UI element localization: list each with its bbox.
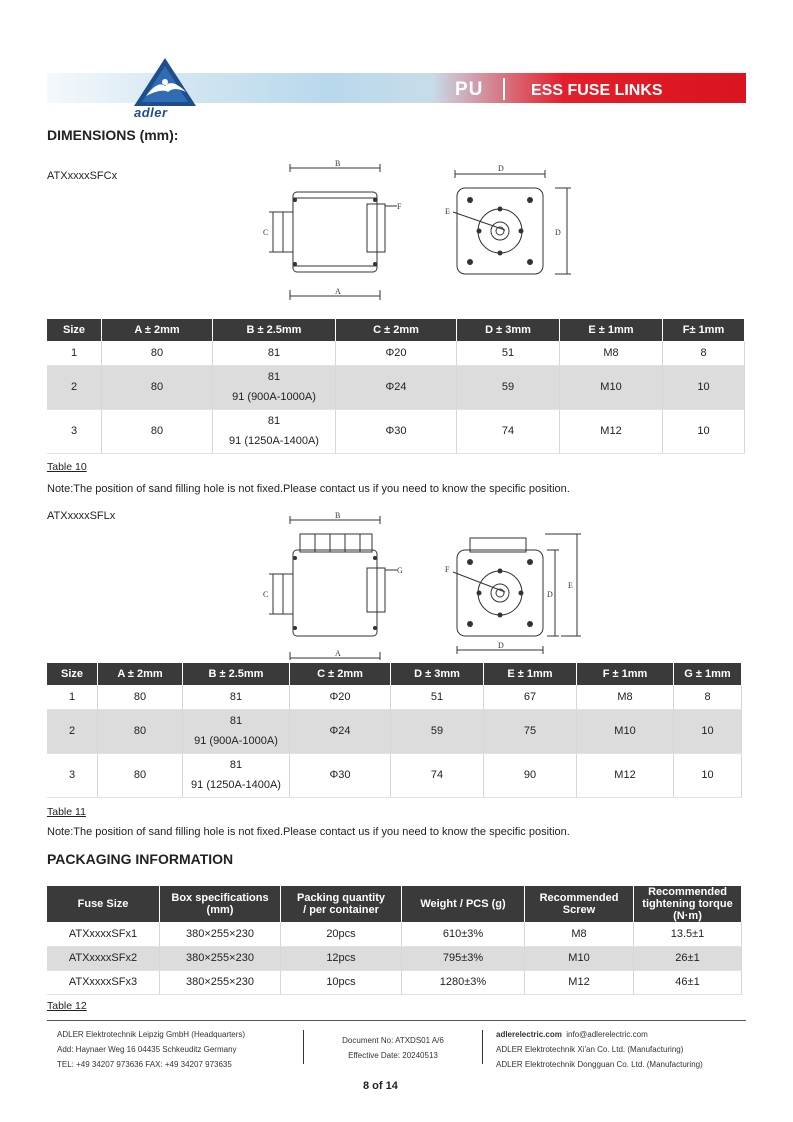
table-10-header xyxy=(47,319,745,341)
table-cell: 80 xyxy=(98,709,183,753)
table-cell: 380×255×230 xyxy=(160,946,281,970)
table-cell: 51 xyxy=(391,685,484,709)
footer-right xyxy=(496,1027,703,1072)
table-cell: Φ24 xyxy=(290,709,391,753)
table-cell: 10 xyxy=(663,365,745,409)
table-cell: 610±3% xyxy=(402,922,525,946)
table-header-cell: Fuse Size xyxy=(47,886,160,922)
dim-e: E xyxy=(568,581,573,590)
table-header-cell: Size xyxy=(47,663,98,685)
table-header-cell: E ± 1mm xyxy=(484,663,577,685)
footer-phone: TEL: +49 34207 973636 FAX: +49 34207 973635 xyxy=(57,1060,232,1069)
dim-e: E xyxy=(445,207,450,216)
header-pu: PU xyxy=(455,79,484,100)
table-header-cell: Box specifications (mm) xyxy=(160,886,281,922)
table-header-cell: Size xyxy=(47,319,102,341)
table-cell: M12 xyxy=(525,970,634,994)
table-cell: 380×255×230 xyxy=(160,970,281,994)
table-cell: 8 xyxy=(674,685,742,709)
dim-f: F xyxy=(445,565,450,574)
table-cell: 26±1 xyxy=(634,946,742,970)
table-cell: 795±3% xyxy=(402,946,525,970)
table-header-cell: Weight / PCS (g) xyxy=(402,886,525,922)
table-cell: M10 xyxy=(560,365,663,409)
table-header-cell: E ± 1mm xyxy=(560,319,663,341)
table-cell: 81 xyxy=(183,685,290,709)
table-11 xyxy=(47,663,742,798)
drawing-sfl xyxy=(255,510,585,660)
table-header-cell: C ± 2mm xyxy=(336,319,457,341)
dim-b: B xyxy=(335,511,341,520)
table-cell: M8 xyxy=(577,685,674,709)
table-cell: 3 xyxy=(47,753,98,797)
table-cell: ATXxxxxSFx3 xyxy=(47,970,160,994)
table-cell: 2 xyxy=(47,709,98,753)
table-header-cell: Recommended tightening torque (N·m) xyxy=(634,886,742,922)
table-cell: 1 xyxy=(47,341,102,365)
table-cell: M8 xyxy=(560,341,663,365)
dim-b: B xyxy=(335,160,341,168)
footer-left xyxy=(57,1027,245,1072)
table-cell: 3 xyxy=(47,409,102,453)
dim-f: F xyxy=(397,202,402,211)
table-cell: 10 xyxy=(663,409,745,453)
table-cell: M10 xyxy=(577,709,674,753)
table-cell: 90 xyxy=(484,753,577,797)
table-cell: ATXxxxxSFx2 xyxy=(47,946,160,970)
note-1: Note:The position of sand filling hole is not fixed.Please contact us if you need to know the specific position. xyxy=(47,483,570,495)
table-row xyxy=(47,409,745,453)
brand-wordmark: adler xyxy=(134,105,168,120)
table-12-header xyxy=(47,886,742,922)
caption-table-10: Table 10 xyxy=(47,461,87,473)
table-cell: M8 xyxy=(525,922,634,946)
footer-address: Add: Haynaer Weg 16 04435 Schkeuditz Germany xyxy=(57,1045,237,1054)
footer-mail[interactable]: info@adlerelectric.com xyxy=(566,1030,648,1039)
table-cell: 80 xyxy=(102,341,213,365)
table-cell: 75 xyxy=(484,709,577,753)
table-12 xyxy=(47,886,742,995)
table-cell: M10 xyxy=(525,946,634,970)
table-11-header xyxy=(47,663,742,685)
table-header-cell: D ± 3mm xyxy=(391,663,484,685)
header-title: ESS FUSE LINKS xyxy=(531,82,663,99)
packaging-title: PACKAGING INFORMATION xyxy=(47,851,234,867)
table-cell: 51 xyxy=(457,341,560,365)
table-cell: 74 xyxy=(391,753,484,797)
table-cell: Φ24 xyxy=(336,365,457,409)
caption-table-12: Table 12 xyxy=(47,1000,87,1012)
table-cell: 46±1 xyxy=(634,970,742,994)
footer-web[interactable]: adlerelectric.com xyxy=(496,1030,562,1039)
table-cell: 59 xyxy=(391,709,484,753)
table-cell: 81 91 (1250A-1400A) xyxy=(213,409,336,453)
dim-c: C xyxy=(263,228,269,237)
model-sfl: ATXxxxxSFLx xyxy=(47,510,116,522)
table-cell: Φ30 xyxy=(290,753,391,797)
footer-xian: ADLER Elektrotechnik Xi'an Co. Ltd. (Manufacturing) xyxy=(496,1045,684,1054)
dim-d-bottom: D xyxy=(498,641,504,650)
table-row xyxy=(47,365,745,409)
table-row xyxy=(47,922,742,946)
table-cell: 81 91 (900A-1000A) xyxy=(183,709,290,753)
table-cell: M12 xyxy=(577,753,674,797)
table-cell: 80 xyxy=(98,753,183,797)
table-header-cell: F ± 1mm xyxy=(577,663,674,685)
page-number: 8 of 14 xyxy=(363,1080,398,1092)
table-header-cell: G ± 1mm xyxy=(674,663,742,685)
dim-a: A xyxy=(335,287,341,296)
table-cell: 10 xyxy=(674,709,742,753)
footer-divider xyxy=(482,1030,483,1064)
table-cell: 81 91 (1250A-1400A) xyxy=(183,753,290,797)
footer-docno: Document No: ATXDS01 A/6 xyxy=(342,1036,444,1045)
table-cell: 10pcs xyxy=(281,970,402,994)
table-header-cell: A ± 2mm xyxy=(98,663,183,685)
table-header-cell: D ± 3mm xyxy=(457,319,560,341)
table-cell: 8 xyxy=(663,341,745,365)
model-sfc: ATXxxxxSFCx xyxy=(47,170,118,182)
table-cell: M12 xyxy=(560,409,663,453)
footer-date: Effective Date: 20240513 xyxy=(348,1051,438,1060)
table-header-cell: Packing quantity / per container xyxy=(281,886,402,922)
table-header-cell: C ± 2mm xyxy=(290,663,391,685)
table-cell: 1280±3% xyxy=(402,970,525,994)
header-separator xyxy=(503,78,505,100)
table-cell: 13.5±1 xyxy=(634,922,742,946)
table-cell: 80 xyxy=(102,365,213,409)
dim-a: A xyxy=(335,649,341,658)
table-header-cell: A ± 2mm xyxy=(102,319,213,341)
caption-table-11: Table 11 xyxy=(47,806,86,818)
table-row xyxy=(47,709,742,753)
adler-logo-icon xyxy=(132,56,198,108)
table-cell: 59 xyxy=(457,365,560,409)
dim-d-top: D xyxy=(498,164,504,173)
table-10 xyxy=(47,319,745,454)
table-row xyxy=(47,970,742,994)
table-cell: 12pcs xyxy=(281,946,402,970)
dim-d-side: D xyxy=(547,590,553,599)
table-header-cell: F± 1mm xyxy=(663,319,745,341)
table-row xyxy=(47,685,742,709)
table-cell: 20pcs xyxy=(281,922,402,946)
footer-center xyxy=(303,1033,483,1063)
dim-g: G xyxy=(397,566,403,575)
table-cell: Φ30 xyxy=(336,409,457,453)
table-cell: 380×255×230 xyxy=(160,922,281,946)
table-header-cell: B ± 2.5mm xyxy=(183,663,290,685)
note-2: Note:The position of sand filling hole is not fixed.Please contact us if you need to know the specific position. xyxy=(47,826,570,838)
dim-d-side: D xyxy=(555,228,561,237)
table-cell: Φ20 xyxy=(336,341,457,365)
table-cell: 80 xyxy=(98,685,183,709)
table-row xyxy=(47,341,745,365)
footer-hq: ADLER Elektrotechnik Leipzig GmbH (Headquarters) xyxy=(57,1030,246,1039)
table-cell: 1 xyxy=(47,685,98,709)
table-header-cell: B ± 2.5mm xyxy=(213,319,336,341)
table-cell: Φ20 xyxy=(290,685,391,709)
dim-c: C xyxy=(263,590,269,599)
table-cell: 81 91 (900A-1000A) xyxy=(213,365,336,409)
dimensions-title: DIMENSIONS (mm): xyxy=(47,127,179,143)
drawing-sfc xyxy=(255,160,585,300)
table-cell: 80 xyxy=(102,409,213,453)
table-cell: 2 xyxy=(47,365,102,409)
footer-line xyxy=(47,1020,746,1021)
table-cell: 81 xyxy=(213,341,336,365)
table-header-cell: Recommended Screw xyxy=(525,886,634,922)
table-cell: ATXxxxxSFx1 xyxy=(47,922,160,946)
table-row xyxy=(47,753,742,797)
table-cell: 67 xyxy=(484,685,577,709)
table-cell: 74 xyxy=(457,409,560,453)
table-row xyxy=(47,946,742,970)
table-cell: 10 xyxy=(674,753,742,797)
footer-dongguan: ADLER Elektrotechnik Dongguan Co. Ltd. (Manufacturing) xyxy=(496,1060,703,1069)
